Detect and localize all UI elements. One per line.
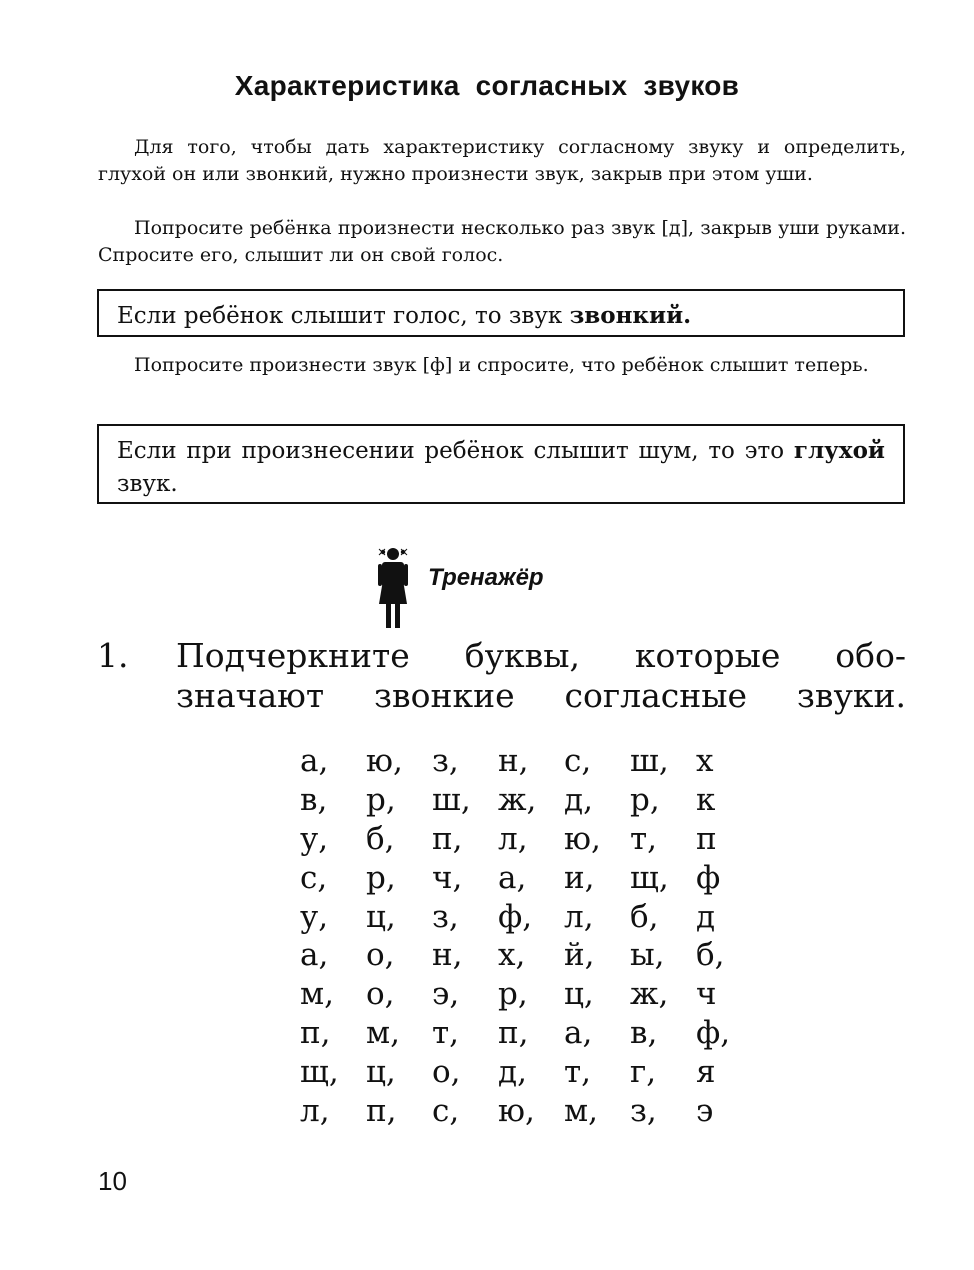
letter-row	[300, 1014, 762, 1053]
letter-cell[interactable]: б,	[696, 937, 725, 974]
letter-cell[interactable]: л,	[300, 1092, 330, 1129]
letter-row	[300, 1052, 762, 1091]
letter-cell[interactable]: п,	[498, 1014, 529, 1051]
letter-cell[interactable]: ю,	[564, 820, 601, 857]
letter-cell[interactable]: р,	[630, 782, 660, 819]
rule-box-voiceless	[97, 424, 905, 504]
letter-cell[interactable]: с,	[300, 859, 328, 896]
letter-cell[interactable]: п	[696, 820, 717, 857]
letter-cell[interactable]: х	[696, 743, 714, 780]
letter-cell[interactable]: я	[696, 1053, 716, 1090]
letter-cell[interactable]: ж,	[498, 782, 537, 819]
letter-cell[interactable]: п,	[432, 820, 463, 857]
letter-cell[interactable]: щ,	[630, 859, 669, 896]
letter-cell[interactable]: ц,	[366, 898, 396, 935]
letter-cell[interactable]: т,	[432, 1014, 460, 1051]
letter-cell[interactable]: ю,	[498, 1092, 535, 1129]
letter-cell[interactable]: х,	[498, 937, 526, 974]
letter-cell[interactable]: м,	[366, 1014, 400, 1051]
letter-cell[interactable]: г,	[630, 1053, 657, 1090]
letter-cell[interactable]: ы,	[630, 937, 665, 974]
letter-cell[interactable]: д,	[564, 782, 593, 819]
letter-row	[300, 858, 762, 897]
letter-cell[interactable]: т,	[564, 1053, 592, 1090]
letter-cell[interactable]: з,	[630, 1092, 657, 1129]
letter-cell[interactable]: э	[696, 1092, 714, 1129]
task-text-line-2: значают звонкие согласные звуки.	[176, 676, 906, 715]
letter-cell[interactable]: л,	[498, 820, 528, 857]
intro-paragraph: Для того, чтобы дать характеристику согласному звуку и определить, глухой он или звонкий, нужно произнести звук, закрыв при этом уши.	[98, 136, 906, 185]
letter-cell[interactable]: к	[696, 782, 716, 819]
instruction-paragraph-d: Попросите ребёнка произнести несколько раз звук [д], закрыв уши руками. Спросите его, слышит ли он свой голос.	[98, 217, 906, 266]
rule-voiceless-text: Если при произнесении ребёнок слышит шум, то это	[117, 438, 794, 464]
letter-row	[300, 820, 762, 859]
letter-cell[interactable]: щ,	[300, 1053, 339, 1090]
page-title: Характеристика согласных звуков	[234, 70, 740, 101]
letter-cell[interactable]: у,	[300, 898, 329, 935]
letter-row	[300, 781, 762, 820]
letter-cell[interactable]: а,	[498, 859, 527, 896]
letter-cell[interactable]: о,	[366, 937, 395, 974]
letter-cell[interactable]: п,	[366, 1092, 397, 1129]
letter-cell[interactable]: д,	[498, 1053, 527, 1090]
letter-row	[300, 1091, 762, 1130]
letter-cell[interactable]: а,	[300, 743, 329, 780]
letter-cell[interactable]: а,	[300, 937, 329, 974]
letter-cell[interactable]: ф,	[696, 1014, 731, 1051]
letter-grid	[300, 742, 762, 1130]
letter-cell[interactable]: р,	[498, 976, 528, 1013]
rule-voiceless-tail: звук.	[117, 471, 178, 497]
letter-cell[interactable]: н,	[498, 743, 529, 780]
letter-cell[interactable]: о,	[366, 976, 395, 1013]
letter-cell[interactable]: л,	[564, 898, 594, 935]
rule-box-voiced	[97, 289, 905, 337]
letter-cell[interactable]: у,	[300, 820, 329, 857]
letter-row	[300, 897, 762, 936]
letter-cell[interactable]: ф,	[498, 898, 533, 935]
letter-cell[interactable]: э,	[432, 976, 460, 1013]
rule-voiceless-term: глухой	[793, 437, 885, 464]
letter-cell[interactable]: ш,	[432, 782, 471, 819]
letter-row	[300, 936, 762, 975]
letter-cell[interactable]: н,	[432, 937, 463, 974]
letter-cell[interactable]: з,	[432, 898, 459, 935]
letter-cell[interactable]: а,	[564, 1014, 593, 1051]
letter-cell[interactable]: д	[696, 898, 716, 935]
letter-cell[interactable]: о,	[432, 1053, 461, 1090]
letter-cell[interactable]: ц,	[564, 976, 594, 1013]
letter-cell[interactable]: с,	[564, 743, 592, 780]
letter-cell[interactable]: й,	[564, 937, 595, 974]
rule-voiced-text: Если ребёнок слышит голос, то звук	[117, 303, 570, 329]
task-number: 1.	[97, 636, 129, 675]
letter-cell[interactable]: р,	[366, 859, 396, 896]
page-number: 10	[98, 1166, 127, 1196]
letter-cell[interactable]: р,	[366, 782, 396, 819]
letter-cell[interactable]: т,	[630, 820, 658, 857]
letter-cell[interactable]: п,	[300, 1014, 331, 1051]
letter-row	[300, 742, 762, 781]
letter-cell[interactable]: ю,	[366, 743, 403, 780]
girl-figure-icon	[376, 546, 410, 628]
letter-cell[interactable]: б,	[366, 820, 395, 857]
letter-cell[interactable]: ф	[696, 859, 721, 896]
letter-cell[interactable]: м,	[300, 976, 334, 1013]
letter-row	[300, 975, 762, 1014]
letter-cell[interactable]: с,	[432, 1092, 460, 1129]
instruction-paragraph-f: Попросите произнести звук [ф] и спросите, что ребёнок слышит теперь.	[134, 354, 869, 376]
trainer-label: Тренажёр	[428, 564, 544, 591]
letter-cell[interactable]: з,	[432, 743, 459, 780]
letter-cell[interactable]: и,	[564, 859, 595, 896]
task-text	[176, 636, 906, 716]
letter-cell[interactable]: м,	[564, 1092, 598, 1129]
letter-cell[interactable]: ш,	[630, 743, 669, 780]
letter-cell[interactable]: в,	[300, 782, 328, 819]
letter-cell[interactable]: ч	[696, 976, 717, 1013]
letter-cell[interactable]: ц,	[366, 1053, 396, 1090]
letter-cell[interactable]: ж,	[630, 976, 669, 1013]
letter-cell[interactable]: ч,	[432, 859, 463, 896]
rule-voiced-term: звонкий.	[569, 302, 692, 329]
letter-cell[interactable]: в,	[630, 1014, 658, 1051]
letter-cell[interactable]: б,	[630, 898, 659, 935]
task-text-line-1: Подчеркните буквы, которые обо-	[176, 636, 906, 675]
